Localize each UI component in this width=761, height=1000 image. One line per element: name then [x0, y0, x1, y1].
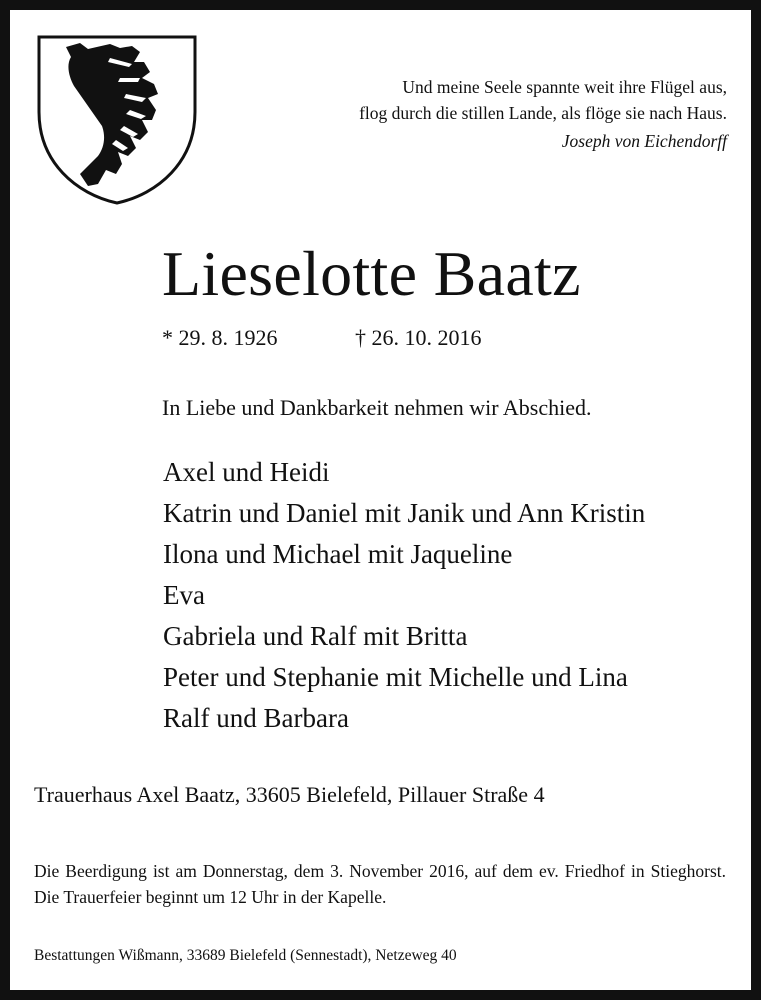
eichendorff-quote: [359, 74, 727, 154]
undertaker-info: Bestattungen Wißmann, 33689 Bielefeld (Sennestadt), Netzeweg 40: [34, 947, 457, 964]
mourner-entry: Katrin und Daniel mit Janik und Ann Kristin: [163, 498, 646, 528]
quote-line-1: Und meine Seele spannte weit ihre Flügel aus,: [402, 77, 727, 97]
mourning-house-address: Trauerhaus Axel Baatz, 33605 Bielefeld, Pillauer Straße 4: [34, 782, 545, 807]
quote-line-2: flog durch die stillen Lande, als flöge sie nach Haus.: [359, 103, 727, 123]
mourner-entry: Gabriela und Ralf mit Britta: [163, 621, 468, 651]
funeral-notice: Die Beerdigung ist am Donnerstag, dem 3. November 2016, auf dem ev. Friedhof in Stieghorst. Die Trauerfeier beginnt um 12 Uhr in der Kapelle.: [34, 861, 726, 907]
mourner-entry: Axel und Heidi: [163, 457, 330, 487]
mourner-entry: Eva: [163, 580, 205, 610]
mourners-list: [163, 452, 645, 739]
birth-date: * 29. 8. 1926: [162, 325, 278, 350]
mourner-entry: Ilona und Michael mit Jaqueline: [163, 539, 513, 569]
death-date: † 26. 10. 2016: [355, 325, 482, 350]
deceased-name: Lieselotte Baatz: [162, 238, 581, 309]
farewell-text: In Liebe und Dankbarkeit nehmen wir Abschied.: [162, 395, 592, 420]
mourner-entry: Ralf und Barbara: [163, 703, 349, 733]
quote-author: Joseph von Eichendorff: [561, 131, 727, 151]
life-dates: [162, 325, 482, 351]
coat-of-arms-icon: [36, 34, 198, 206]
mourner-entry: Peter und Stephanie mit Michelle und Lina: [163, 662, 628, 692]
